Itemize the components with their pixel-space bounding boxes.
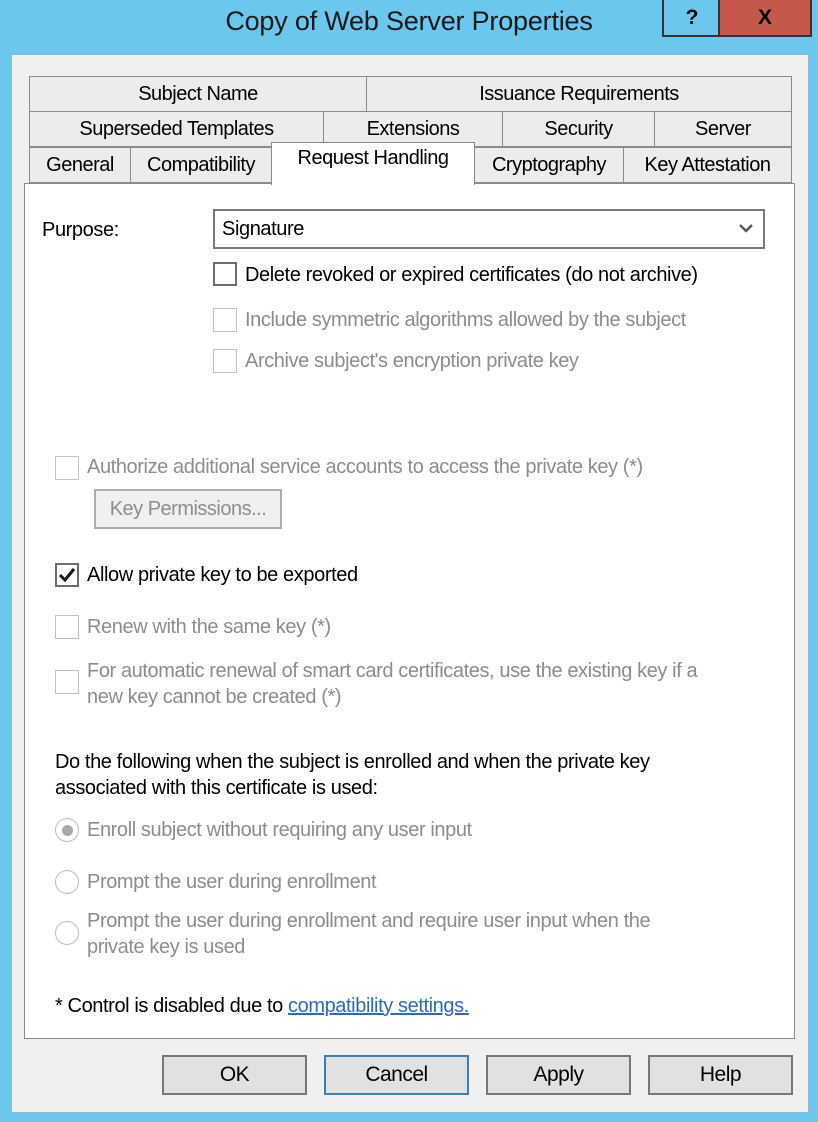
radio-selected-dot	[62, 825, 73, 836]
radio-prompt-and-require-input-label: Prompt the user during enrollment and require user input when the private key is used	[87, 910, 651, 958]
renew-same-key-checkbox[interactable]	[55, 615, 79, 639]
tab-key-attestation[interactable]: Key Attestation	[623, 147, 792, 183]
close-title-button[interactable]	[718, 0, 812, 37]
radio-prompt-during-enrollment[interactable]	[55, 870, 79, 894]
tab-superseded-templates[interactable]: Superseded Templates	[29, 111, 324, 147]
checkmark-icon	[58, 566, 76, 584]
smart-card-renewal-checkbox[interactable]	[55, 670, 79, 694]
properties-dialog	[12, 55, 808, 1112]
ok-button[interactable]: OK	[162, 1055, 307, 1095]
tab-general[interactable]: General	[29, 147, 131, 183]
authorize-accounts-checkbox[interactable]	[55, 456, 79, 480]
question-icon: ?	[685, 5, 699, 29]
help-button[interactable]: Help	[648, 1055, 793, 1095]
archive-key-checkbox[interactable]	[213, 349, 237, 373]
cancel-button[interactable]: Cancel	[324, 1055, 469, 1095]
tab-request-handling[interactable]: Request Handling	[271, 142, 475, 185]
radio-enroll-without-input[interactable]	[55, 818, 79, 842]
archive-key-label: Archive subject's encryption private key	[245, 350, 579, 372]
tab-extensions[interactable]: Extensions	[323, 111, 503, 147]
include-symmetric-label: Include symmetric algorithms allowed by the subject	[245, 309, 686, 331]
key-permissions-button[interactable]: Key Permissions...	[94, 489, 282, 529]
radio-prompt-and-require-input[interactable]	[55, 921, 79, 945]
apply-button[interactable]: Apply	[486, 1055, 631, 1095]
purpose-select[interactable]	[213, 209, 765, 249]
footnote: * Control is disabled due to compatibility settings.	[55, 995, 469, 1017]
radio-enroll-without-input-label: Enroll subject without requiring any user input	[87, 819, 472, 841]
include-symmetric-checkbox[interactable]	[213, 308, 237, 332]
smart-card-renewal-label: For automatic renewal of smart card certificates, use the existing key if a new key cannot be created (*)	[87, 660, 698, 708]
help-title-button[interactable]	[662, 0, 720, 37]
enrollment-heading: Do the following when the subject is enrolled and when the private key associated with this certificate is used:	[55, 751, 650, 799]
authorize-accounts-label: Authorize additional service accounts to access the private key (*)	[87, 456, 643, 478]
tab-issuance-requirements[interactable]: Issuance Requirements	[366, 76, 792, 112]
allow-export-checkbox[interactable]	[55, 563, 79, 587]
tab-cryptography[interactable]: Cryptography	[474, 147, 624, 183]
tab-compatibility[interactable]: Compatibility	[130, 147, 272, 183]
request-handling-panel	[24, 183, 795, 1039]
window-title: Copy of Web Server Properties	[225, 6, 593, 36]
tab-security[interactable]: Security	[502, 111, 655, 147]
tab-subject-name[interactable]: Subject Name	[29, 76, 367, 112]
chevron-down-icon	[737, 219, 755, 237]
radio-prompt-during-enrollment-label: Prompt the user during enrollment	[87, 871, 377, 893]
allow-export-label: Allow private key to be exported	[87, 564, 358, 586]
delete-revoked-label: Delete revoked or expired certificates (do not archive)	[245, 264, 698, 286]
purpose-value: Signature	[222, 217, 305, 240]
close-icon: X	[757, 5, 772, 29]
delete-revoked-checkbox[interactable]	[213, 262, 237, 286]
tab-server[interactable]: Server	[654, 111, 792, 147]
purpose-label: Purpose:	[42, 219, 119, 241]
compatibility-settings-link[interactable]: compatibility settings.	[288, 995, 469, 1017]
renew-same-key-label: Renew with the same key (*)	[87, 616, 331, 638]
